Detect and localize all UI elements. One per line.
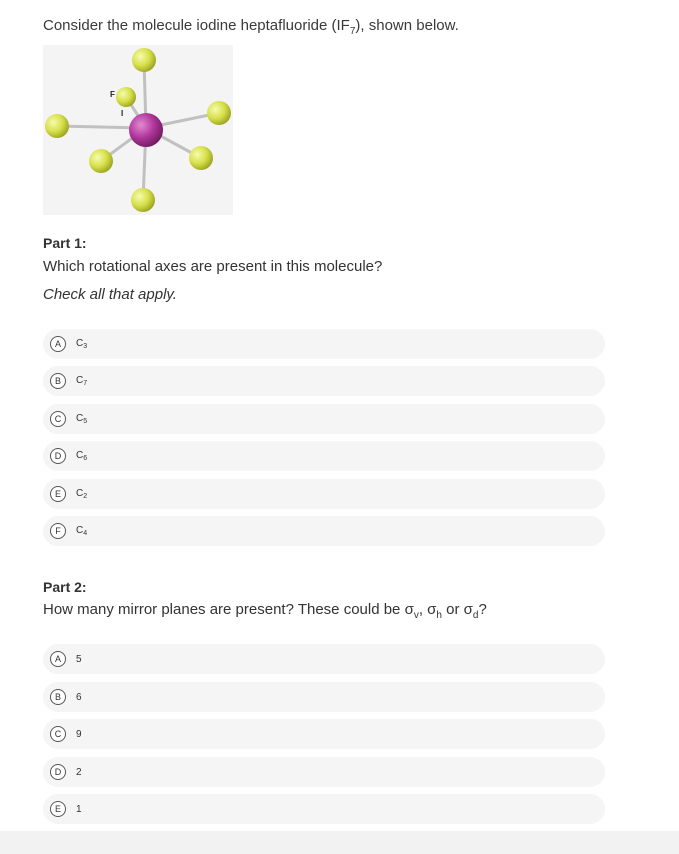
part1-option-a[interactable] <box>43 329 605 359</box>
part2-question: How many mirror planes are present? These could be $\sigma_v$, $\sigma_h$ or $\sigma_d$? <box>43 601 487 621</box>
part1-hint: Check all that apply. <box>43 286 177 303</box>
option-letter-badge: A <box>50 651 66 667</box>
part2-option-d[interactable] <box>43 757 605 787</box>
option-letter-badge: B <box>50 373 66 389</box>
option-letter-badge: C <box>50 411 66 427</box>
part1-option-d[interactable] <box>43 441 605 471</box>
option-label: 6 <box>76 691 82 703</box>
part1-option-b[interactable] <box>43 366 605 396</box>
molecule-image <box>43 45 233 215</box>
iodine-label: I <box>121 109 124 118</box>
part2-option-a[interactable] <box>43 644 605 674</box>
if7-molecule-diagram <box>43 45 233 215</box>
fluorine-atom <box>45 114 69 138</box>
option-label: $C_4$ <box>76 525 88 537</box>
part1-option-f[interactable] <box>43 516 605 546</box>
option-label: $C_7$ <box>76 375 88 387</box>
option-letter-badge: E <box>50 486 66 502</box>
part1-option-c[interactable] <box>43 404 605 434</box>
option-letter-badge: D <box>50 764 66 780</box>
option-label: 9 <box>76 728 82 740</box>
option-label: $C_2$ <box>76 488 88 500</box>
option-label: $C_5$ <box>76 413 88 425</box>
iodine-atom <box>129 113 163 147</box>
option-letter-badge: F <box>50 523 66 539</box>
fluorine-atom <box>132 48 156 72</box>
option-letter-badge: E <box>50 801 66 817</box>
option-label: 5 <box>76 653 82 665</box>
part2-option-c[interactable] <box>43 719 605 749</box>
option-label: 1 <box>76 803 82 815</box>
fluorine-atom <box>207 101 231 125</box>
option-label: $C_6$ <box>76 450 88 462</box>
part2-option-e[interactable] <box>43 794 605 824</box>
part1-option-e[interactable] <box>43 479 605 509</box>
fluorine-atom <box>116 87 136 107</box>
intro-text: Consider the molecule iodine heptafluoride $(IF_7)$, shown below. <box>43 17 459 37</box>
option-letter-badge: D <box>50 448 66 464</box>
part2-label: Part 2: <box>43 579 87 595</box>
option-letter-badge: A <box>50 336 66 352</box>
fluorine-atom <box>189 146 213 170</box>
part1-label: Part 1: <box>43 235 87 251</box>
option-letter-badge: C <box>50 726 66 742</box>
option-label: $C_3$ <box>76 338 88 350</box>
option-label: 2 <box>76 766 82 778</box>
part1-question: Which rotational axes are present in this molecule? <box>43 258 383 275</box>
fluorine-label: F <box>110 90 115 99</box>
option-letter-badge: B <box>50 689 66 705</box>
fluorine-atom <box>89 149 113 173</box>
part2-option-b[interactable] <box>43 682 605 712</box>
fluorine-atom <box>131 188 155 212</box>
